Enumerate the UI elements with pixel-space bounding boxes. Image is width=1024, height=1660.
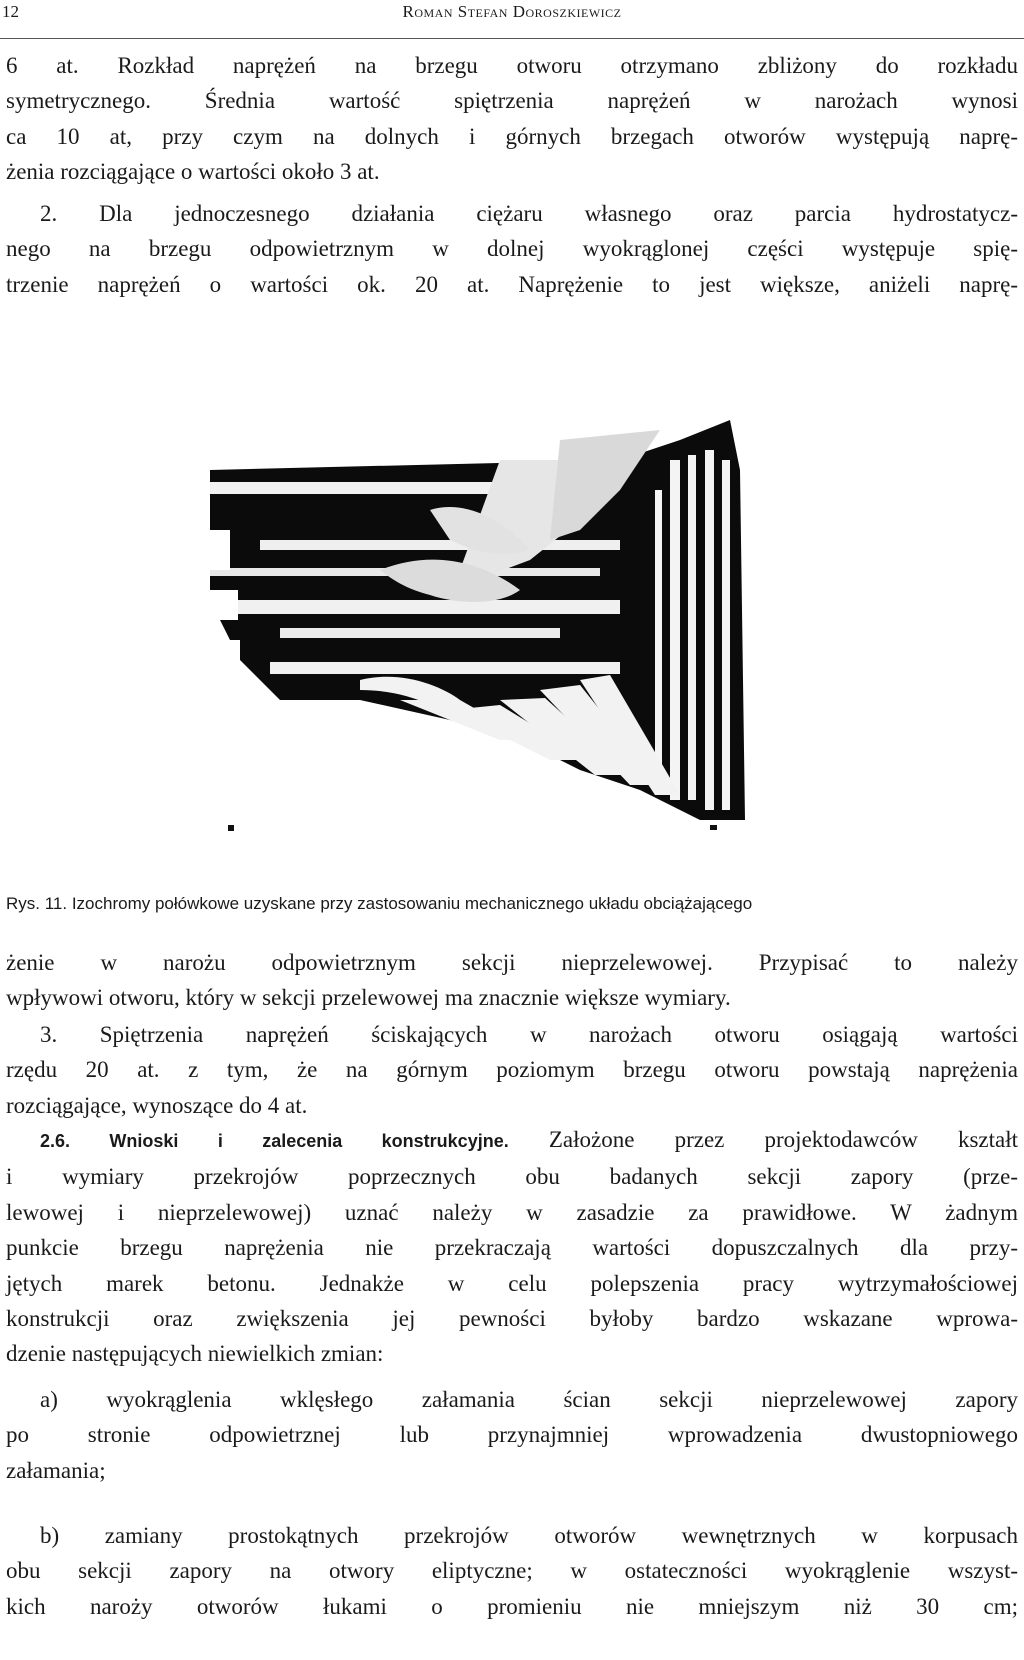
text-line: trzenie naprężeń o wartości ok. 20 at. Naprężenie to jest większe, aniżeli naprę-: [6, 271, 1018, 297]
text-line: rozciągające, wynoszące do 4 at.: [6, 1092, 308, 1118]
text-line: kich naroży otworów łukami o promieniu nie mniejszym niż 30 cm;: [6, 1593, 1018, 1619]
text-line: b) zamiany prostokątnych przekrojów otworów wewnętrznych w korpusach: [40, 1523, 1018, 1548]
paragraph-2: [6, 196, 1018, 302]
caption-label: Rys. 11.: [6, 894, 68, 913]
list-item-b: [6, 1518, 1018, 1624]
text-line: punkcie brzegu naprężenia nie przekraczają wartości dopuszczalnych dla przy-: [6, 1235, 1018, 1261]
text-line: 3. Spiętrzenia naprężeń ściskających w narożach otworu osiągają wartości: [40, 1022, 1018, 1047]
page-number: 12: [2, 2, 19, 21]
paragraph-2-continuation: [6, 945, 1018, 1016]
text-line: 6 at. Rozkład naprężeń na brzegu otworu otrzymano zbliżony do rozkładu: [6, 53, 1018, 78]
section-conclusions: [6, 1122, 1018, 1372]
section-first-line-text: Założone przez projektodawców kształt: [548, 1127, 1018, 1152]
paragraph-3: [6, 1017, 1018, 1123]
text-line: lewowej i nieprzelewowej) uznać należy w zasadzie za prawidłowe. W żadnym: [6, 1199, 1018, 1225]
caption-text: Izochromy połówkowe uzyskane przy zastosowaniu mechanicznego układu obciążającego: [71, 894, 753, 913]
text-line: żenie w narożu odpowietrznym sekcji nieprzelewowej. Przypisać to należy: [6, 950, 1018, 975]
text-line: a) wyokrąglenia wklęsłego załamania ścian sekcji nieprzelewowej zapory: [40, 1387, 1018, 1412]
text-line: po stronie odpowietrznej lub przynajmniej wprowadzenia dwustopniowego: [6, 1422, 1018, 1448]
page-header: [0, 0, 1024, 28]
text-line: 2. Dla jednoczesnego działania ciężaru własnego oraz parcia hydrostatycz-: [40, 201, 1018, 226]
text-line: nego na brzegu odpowietrznym w dolnej wyokrąglonej części występuje spię-: [6, 236, 1018, 262]
running-title: Roman Stefan Doroszkiewicz: [402, 2, 622, 21]
text-line: wpływowi otworu, który w sekcji przelewowej ma znacznie większe wymiary.: [6, 985, 731, 1011]
list-item-a: [6, 1382, 1018, 1488]
paragraph-continuation: [6, 48, 1018, 190]
text-line: konstrukcji oraz zwiększenia jej pewności byłoby bardzo wskazane wprowa-: [6, 1306, 1018, 1332]
text-line: ca 10 at, przy czym na dolnych i górnych brzegach otworów występują naprę-: [6, 123, 1018, 149]
section-first-line: [6, 1122, 1018, 1159]
text-line: obu sekcji zapory na otwory eliptyczne; w ostateczności wyokrąglenie wszyst-: [6, 1558, 1018, 1584]
text-line: symetrycznego. Średnia wartość spiętrzenia naprężeń w narożach wynosi: [6, 88, 1018, 114]
section-heading: 2.6. Wnioski i zalecenia konstrukcyjne.: [40, 1131, 509, 1151]
header-rule: [0, 38, 1024, 39]
text-line: żenia rozciągające o wartości około 3 at.: [6, 159, 380, 185]
text-line: dzenie następujących niewielkich zmian:: [6, 1341, 384, 1367]
text-line: załamania;: [6, 1457, 106, 1483]
figure-caption: [6, 894, 1018, 914]
text-line: rzędu 20 at. z tym, że na górnym poziomym brzegu otworu powstają naprężenia: [6, 1057, 1018, 1083]
text-line: jętych marek betonu. Jednakże w celu polepszenia pracy wytrzymałościowej: [6, 1270, 1018, 1296]
isochromatic-figure: [200, 400, 780, 855]
text-line: i wymiary przekrojów poprzecznych obu badanych sekcji zapory (prze-: [6, 1164, 1018, 1190]
